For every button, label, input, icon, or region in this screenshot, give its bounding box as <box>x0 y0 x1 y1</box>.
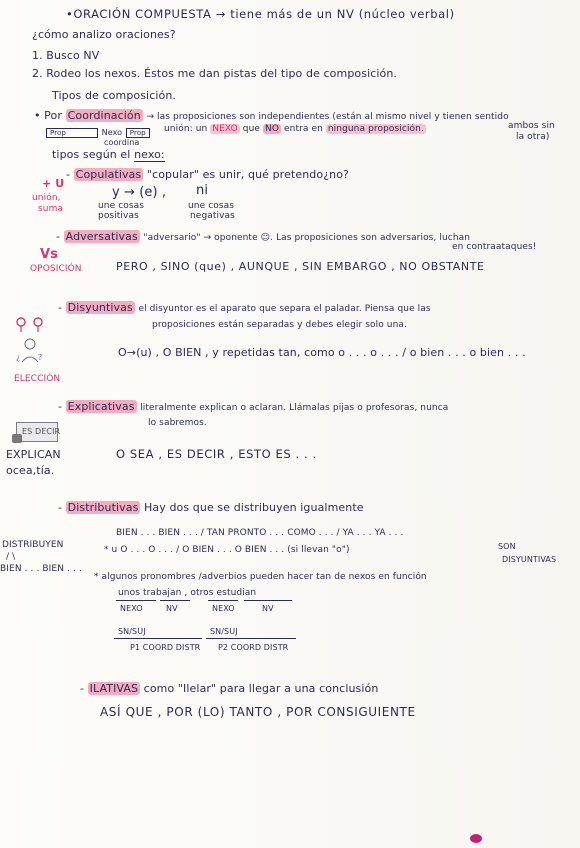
underline <box>114 638 202 639</box>
ilativas-line <box>80 682 378 695</box>
copulativas-note-y-2: positivas <box>98 211 139 221</box>
explicativas-nexos: O SEA , ES DECIR , ESTO ES . . . <box>116 447 317 461</box>
underline <box>116 600 156 601</box>
screen-icon-text: ES DECIR <box>22 427 61 436</box>
copulativas-nexo-ni: ni <box>196 183 209 198</box>
copulativas-text: "copular" es unir, qué pretendo¿no? <box>146 168 349 181</box>
ilativas-label: ILATIVAS <box>89 682 139 695</box>
distributivas-line <box>58 501 364 514</box>
distributivas-note: * algunos pronombres /adverbios pueden hacer tan de nexos en función <box>94 572 427 582</box>
dash: - <box>58 400 66 413</box>
union-text-b: que <box>242 124 261 134</box>
question-line: ¿cómo analizo oraciones? <box>32 28 176 41</box>
distributivas-nexos-1: BIEN . . . BIEN . . . / TAN PRONTO . . . COMO . . . / YA . . . YA . . . <box>116 528 404 538</box>
example-nexo-2: NEXO <box>212 604 235 613</box>
distributivas-side-slashes: / \ <box>6 552 16 562</box>
disyuntivas-eleccion: ELECCIÓN <box>14 374 61 384</box>
svg-text:?: ? <box>38 353 43 362</box>
distributivas-side-bien: BIEN . . . BIEN . . . <box>0 564 82 574</box>
distributivas-side-distribuyen: DISTRIBUYEN <box>2 540 64 550</box>
distributivas-text: Hay dos que se distribuyen igualmente <box>144 501 364 514</box>
copulativas-label: Copulativas <box>75 168 142 181</box>
disyuntivas-text-2: proposiciones están separadas y debes elegir solo una. <box>152 320 407 330</box>
explicativas-text-2: lo sabremos. <box>148 418 207 428</box>
distributivas-label: Distributivas <box>67 501 139 514</box>
tipos-heading: Tipos de composición. <box>52 89 177 102</box>
disyuntivas-text: el disyuntor es el aparato que separa el paladar. Piensa que las <box>138 304 431 314</box>
distributivas-example: unos trabajan , otros estudian <box>118 588 257 598</box>
example-snsuj-2: SN/SUJ <box>210 627 238 636</box>
dash: - <box>58 301 66 314</box>
example-p1: P1 COORD DISTR <box>130 643 201 652</box>
dash: - <box>56 230 64 243</box>
explicativas-label: Explicativas <box>67 400 135 413</box>
ilativas-text: como "Ilelar" para llegar a una conclusión <box>143 682 379 695</box>
adversativas-nexos: PERO , SINO (que) , AUNQUE , SIN EMBARGO , NO OBSTANTE <box>116 260 485 273</box>
underline <box>244 600 292 601</box>
copulativas-note-y-1: une cosas <box>98 201 145 211</box>
union-no: NO <box>265 124 280 134</box>
disyuntivas-label: Disyuntivas <box>67 301 133 314</box>
prop-box-1: Prop <box>46 128 98 138</box>
screen-icon <box>10 420 60 444</box>
coordinacion-line <box>34 109 509 122</box>
underline <box>160 600 190 601</box>
step-1: 1. Busco NV <box>32 49 100 62</box>
disyuntivas-line <box>58 301 431 314</box>
copulativas-note-ni-2: negativas <box>190 211 235 221</box>
coordinacion-label: Coordinación <box>67 109 141 122</box>
example-nv-1: NV <box>166 604 178 613</box>
copulativas-line <box>66 168 349 181</box>
distributivas-nexos-2: * u O . . . O . . . / O BIEN . . . O BIEN . . . (si llevan "o") <box>104 545 350 555</box>
example-p2: P2 COORD DISTR <box>218 643 289 652</box>
explicativas-explican: EXPLICAN <box>6 448 61 461</box>
tipos-segun-text: tipos según el <box>52 148 131 161</box>
explicativas-line <box>58 400 448 413</box>
dash: - <box>80 682 88 695</box>
example-nexo-1: NEXO <box>120 604 143 613</box>
distributivas-son: SON <box>498 542 516 551</box>
explicativas-text: literalmente explican o aclaran. Llámalas pijas o profesoras, nunca <box>140 403 449 413</box>
copulativas-suma: suma <box>38 204 64 214</box>
union-text-c: entra en <box>284 124 323 134</box>
union-text-a: unión: un <box>164 124 208 134</box>
tipos-segun-nexo: nexo: <box>134 148 165 161</box>
copulativas-plus: + U <box>42 177 65 190</box>
adversativas-text-2: en contraataques! <box>452 242 537 252</box>
disyuntivas-nexos: O→(u) , O BIEN , y repetidas tan, como o . . . o . . . / o bien . . . o bien . . . <box>118 346 526 359</box>
coordinacion-diagram <box>46 125 150 138</box>
copulativas-note-ni-1: une cosas <box>188 201 235 211</box>
adversativas-line <box>56 230 470 243</box>
union-nexo: NEXO <box>212 124 238 134</box>
copulativas-nexo-y: y → (e) , <box>112 185 167 200</box>
distributivas-disyuntivas: DISYUNTIVAS <box>502 555 557 564</box>
union-line <box>164 124 426 134</box>
copulativas-union: unión, <box>32 193 61 203</box>
dash: - <box>66 168 74 181</box>
coordinacion-prefix: • Por <box>34 109 62 122</box>
coordinacion-text: → las proposiciones son independientes (están al mismo nivel y tienen sentido <box>146 112 509 122</box>
adversativas-vs: Vs <box>40 247 58 262</box>
tipos-segun-line <box>52 148 165 161</box>
example-nv-2: NV <box>262 604 274 613</box>
prop-box-2: Prop <box>126 128 150 138</box>
coordinacion-side-note: ambos sin <box>508 121 555 131</box>
underline <box>208 600 238 601</box>
dash: - <box>58 501 66 514</box>
svg-text:¿: ¿ <box>16 353 21 362</box>
page-title: •ORACIÓN COMPUESTA → tiene más de un NV (núcleo verbal) <box>66 7 455 21</box>
adversativas-text: "adversario" → oponente ☺. Las proposiciones son adversarios, luchan <box>143 233 471 243</box>
union-text-d: ninguna proposición. <box>327 124 424 134</box>
pink-ink-dot <box>470 834 482 843</box>
adversativas-label: Adversativas <box>65 230 138 243</box>
ilativas-nexos: ASÍ QUE , POR (LO) TANTO , POR CONSIGUIENTE <box>100 705 416 719</box>
example-snsuj-1: SN/SUJ <box>118 627 146 636</box>
step-2: 2. Rodeo los nexos. Éstos me dan pistas del tipo de composición. <box>32 67 398 80</box>
choice-figures-icon <box>12 316 48 368</box>
adversativas-oposicion: OPOSICIÓN <box>30 264 82 274</box>
explicativas-ocea: ocea,tía. <box>6 464 55 477</box>
coordina-label: coordina <box>104 138 140 147</box>
nexo-box-label: Nexo <box>101 128 123 137</box>
coordinacion-side-note-2: la otra) <box>516 132 550 142</box>
underline <box>206 638 296 639</box>
